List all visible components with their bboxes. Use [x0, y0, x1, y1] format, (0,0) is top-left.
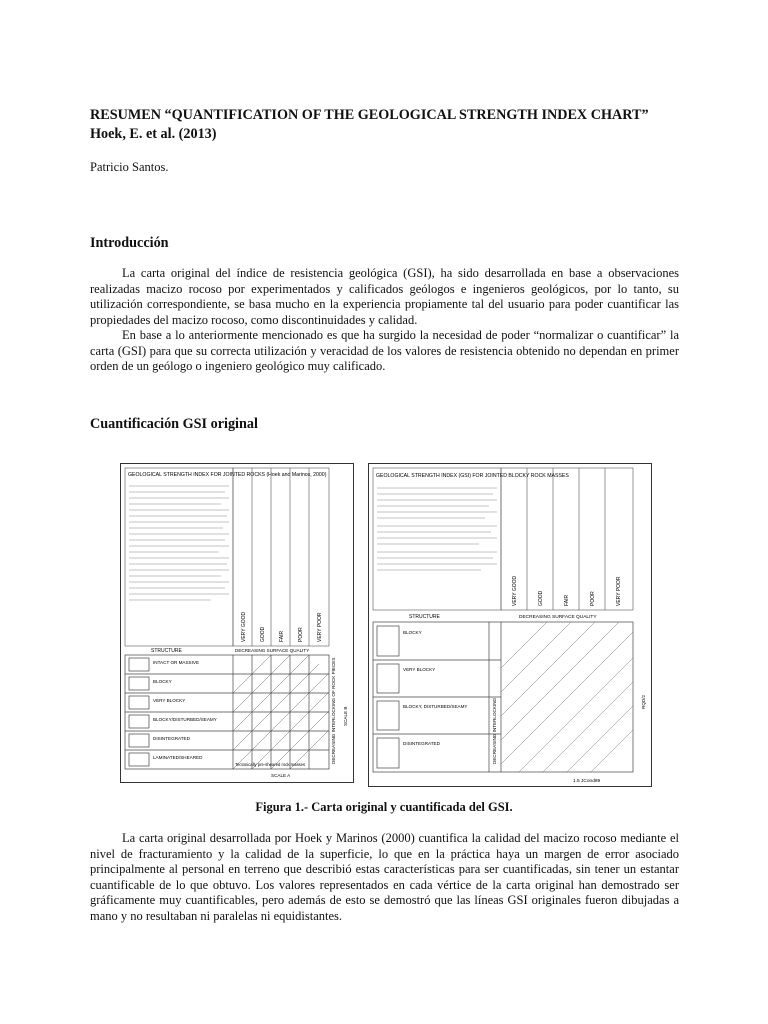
- title-line-2: Hoek, E. et al. (2013): [90, 126, 217, 142]
- right-col-very-good: VERY GOOD: [512, 575, 518, 606]
- right-row-very-blocky: VERY BLOCKY: [403, 667, 436, 672]
- right-row-disintegrated: DISINTEGRATED: [403, 741, 440, 746]
- document-title: [90, 106, 690, 144]
- left-row-disintegrated: DISINTEGRATED: [153, 736, 190, 741]
- left-chart-note: Tectonically pre-sheared rock masses: [235, 762, 306, 767]
- intro-body: [90, 266, 679, 375]
- left-col-poor: POOR: [298, 627, 304, 642]
- left-row-blocky: BLOCKY: [153, 679, 172, 684]
- cuantificacion-paragraph-1: La carta original desarrollada por Hoek y Marinos (2000) cuantifica la calidad del macizo rocoso mediante el nivel de fracturamiento y la calidad de la superficie, lo que en la práctica haya un margen de error asociado principalmente al personal en terreno que describió estas características para ser cuantificadas, sin tener un estantar cuantificable de lo que obtuvo. Los valores representados en cada vértice de la carta original han demostrado ser gráficamente muy cuantificables, pero además de esto se demostró que las líneas GSI originales fueron dibujadas a mano y no resultaban ni paralelas ni equidistantes.: [90, 831, 679, 923]
- left-interlocking-label: DECREASING INTERLOCKING OF ROCK PIECES: [331, 657, 336, 764]
- left-scale-a: SCALE A: [271, 773, 291, 778]
- original-gsi-chart: [120, 463, 354, 783]
- intro-paragraph-2: En base a lo anteriormente mencionado es que ha surgido la necesidad de poder “normalizar o cuantificar” la carta (GSI) para que su correcta utilización y veracidad de los valores de resistencia obtenido no dependan en primer orden de un geólogo o ingeniero geológico muy calificado.: [90, 328, 679, 373]
- quantified-gsi-chart: [368, 463, 652, 787]
- right-row-disturbed: BLOCKY, DISTURBED/SEAMY: [403, 704, 468, 709]
- right-col-fair: FAIR: [564, 594, 570, 606]
- gsi-figure: [120, 463, 650, 797]
- right-surface-label: DECREASING SURFACE QUALITY: [519, 615, 597, 620]
- left-row-intact: INTACT OR MASSIVE: [153, 660, 200, 665]
- right-axis-y-label: RQD/2: [641, 694, 646, 709]
- left-surface-label: DECREASING SURFACE QUALITY: [235, 648, 310, 653]
- right-axis-x-label: 1.5 JCond89: [573, 779, 601, 784]
- original-gsi-chart-graphic: [121, 464, 353, 782]
- right-chart-heading: GEOLOGICAL STRENGTH INDEX (GSI) FOR JOINTED BLOCKY ROCK MASSES: [376, 473, 569, 479]
- cuantificacion-body: [90, 831, 679, 924]
- left-scale-b: SCALE B: [343, 706, 348, 726]
- right-structure-label: STRUCTURE: [409, 614, 440, 620]
- left-chart-heading: GEOLOGICAL STRENGTH INDEX FOR JOINTED ROCKS (Hoek and Marinos, 2000): [128, 472, 327, 478]
- right-col-poor: POOR: [590, 591, 596, 606]
- left-row-very-blocky: VERY BLOCKY: [153, 698, 186, 703]
- title-line-1: RESUMEN “QUANTIFICATION OF THE GEOLOGICAL STRENGTH INDEX CHART”: [90, 107, 649, 123]
- left-row-disturbed: BLOCKY/DISTURBED/SEAMY: [153, 717, 217, 722]
- left-col-good: GOOD: [260, 626, 266, 642]
- left-col-very-poor: VERY POOR: [317, 612, 323, 642]
- section-heading-introduccion: Introducción: [90, 235, 169, 251]
- intro-paragraph-1: La carta original del índice de resistencia geológica (GSI), ha sido desarrollada en base a observaciones realizadas macizo rocoso por experimentados y calificados geólogos e ingenieros geológicos, por lo tanto, su utilización correspondiente, se basa mucho en la experiencia propiamente tal del usuario para poder cuantificar las propiedades del macizo rocoso, como discontinuidades y calidad.: [90, 266, 679, 327]
- quantified-gsi-chart-graphic: [369, 464, 651, 786]
- right-row-blocky: BLOCKY: [403, 630, 422, 635]
- section-heading-cuantificacion: Cuantificación GSI original: [90, 416, 258, 432]
- figure-caption: Figura 1.- Carta original y cuantificada del GSI.: [255, 800, 513, 814]
- right-col-very-poor: VERY POOR: [616, 576, 622, 606]
- left-row-laminated: LAMINATED/SHEARED: [153, 755, 203, 760]
- right-col-good: GOOD: [538, 590, 544, 606]
- left-col-very-good: VERY GOOD: [241, 611, 247, 642]
- author: Patricio Santos.: [90, 160, 169, 174]
- left-col-fair: FAIR: [279, 630, 285, 642]
- right-interlocking-label: DECREASING INTERLOCKING: [492, 697, 497, 764]
- left-structure-label: STRUCTURE: [151, 648, 182, 654]
